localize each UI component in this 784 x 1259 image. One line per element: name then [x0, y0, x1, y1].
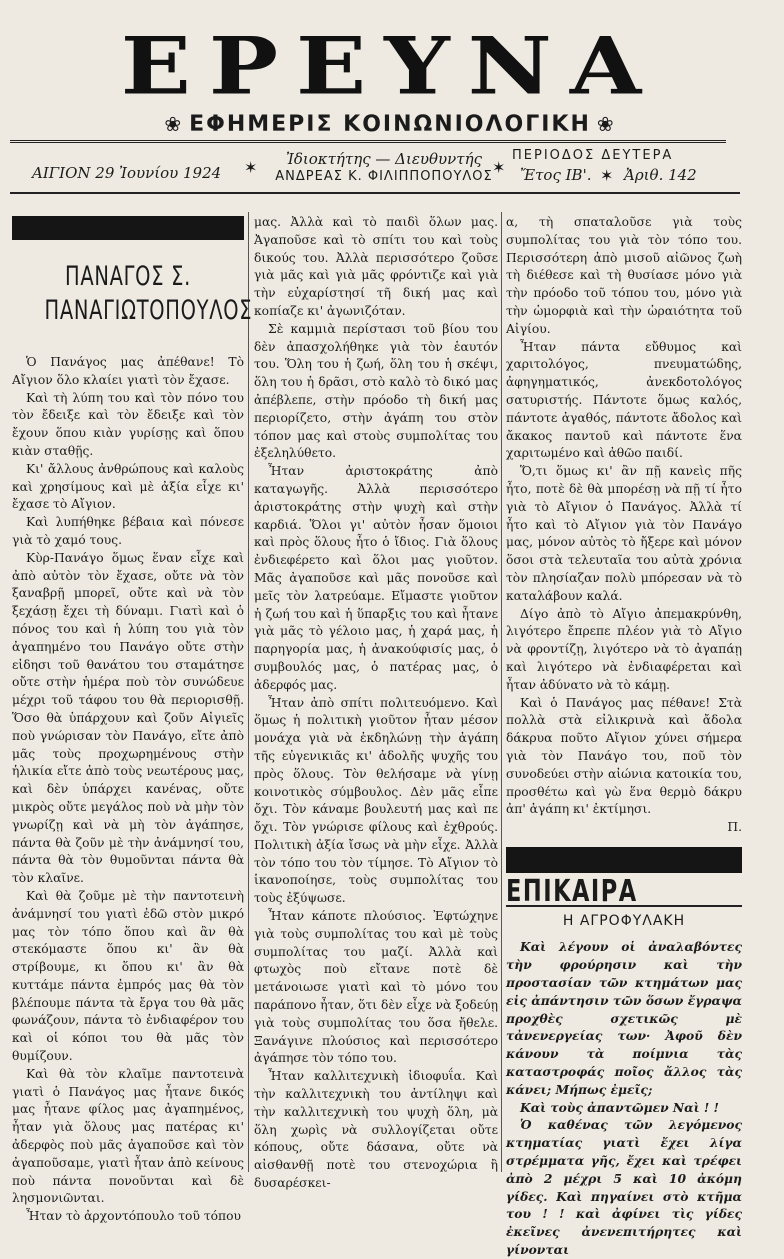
paragraph: Καὶ τὴ λύπη του καὶ τὸν πόνο του τὸν ἔδειξε καὶ τὸν ἔδειξε καὶ τὸν ἔχουν ὅπου κιὰν γυρίσῃς καὶ ὅπου κιὰν σταθῇς. — [12, 390, 244, 458]
issue-date: ΑΙΓΙΟΝ 29 Ἰουνίου 1924 — [32, 164, 222, 182]
paragraph: Ἦταν κάποτε πλούσιος. Ἐφτώχηνε γιὰ τοὺς συμπολίτας του καὶ μὲ τοὺς συμπολίτας του μαζί. Ἀλλὰ καὶ φτωχὸς ποὺ εἴτανε ποτὲ δὲ μετάνοιωσε γιατὶ καὶ τὸ μόνο του παράπονο ἦταν, ὅτι δὲν εἶχε νὰ ξοδεύῃ γιὰ τοὺς συμπολίτας του ὅσα ἤθελε. Ξανάγινε πλούσιος καὶ περισσότερο ἀγάπησε τὸν τόπο του. — [254, 909, 498, 1066]
paragraph: Σὲ καμμιὰ περίστασι τοῦ βίου του δὲν ἀπασχολήθηκε γιὰ τὸν ἑαυτόν του. Ὅλη του ἡ ζωή, ὅλη του ἡ σκέψι, ὅλη του ἡ δρᾶσι, στὸ καλὸ τὸ δικό μας ἀπέβλεπε, στὴν πρόοδο τὴ δική μας περιορίζετο, στὴν ἀγάπη του στὸν τόπον μας καὶ στοὺς συμπολίτας του ἐξεληλύθετο. — [254, 321, 498, 461]
header-rule — [10, 192, 740, 194]
issue-number: Ἀριθ. 142 — [624, 166, 697, 184]
paragraph: Ἦταν πάντα εὔθυμος καὶ χαριτολόγος, πνευματώδης, ἀφηγηματικός, ἀνεκδοτολόγος σατυριστής. Πάντοτε ὅμως καλός, πάντοτε ἀγαθός, πάντοτε ἄδολος καὶ ἄκακος παντοῦ καὶ πάντοτε ἕνα χαριτωμένο καὶ ἀθῶο παιδί. — [506, 339, 742, 461]
paragraph: μας. Ἀλλὰ καὶ τὸ παιδὶ ὅλων μας. Ἀγαποῦσε καὶ τὸ σπίτι του καὶ τοὺς δικούς του. Ἀλλὰ περισσότερο ζοῦσε γιὰ μᾶς καὶ γιὰ μᾶς φρόντιζε καὶ γιὰ τὴν εὐχαρίστησί τῆ δική μας καὶ κοπίαζε κι' ἀγωνιζόταν. — [254, 215, 498, 318]
paragraph: Καὶ ὁ Πανάγος μας πέθανε! Στὰ πολλὰ στὰ εἰλικρινὰ καὶ ἄδολα δάκρυα ποῦτο Αἴγιον χύνει σήμερα γιὰ τὸν Πανάγο του, ποῦ τὸν συνοδεύει στὴν αἰώνια κατοικία του, προσθέτω καὶ γὼ ἕνα θερμὸ δάκρυ ἀπ' ἀγάπη κι' ἐκτίμησι. — [506, 695, 742, 817]
masthead-rule — [10, 140, 726, 143]
paragraph: Ἦταν καλλιτεχνικὴ ἰδιοφυΐα. Καὶ τὴν καλλιτεχνικὴ του ἀντίληψι καὶ τὴν καλλιτεχνικὴ του ψυχὴ ὅλη, μὰ ὅλη χωρὶς νὰ συλλογίζεται οὔτε κόπους, οὔτε δάσανα, οὔτε νὰ αἰσθανθῇ ποτὲ του στενοχώρια ἢ δυσαρέσκει- — [254, 1069, 498, 1191]
star-icon: ✶ — [600, 166, 614, 185]
newspaper-subtitle — [40, 112, 740, 137]
year-label: Ἔτος ΙΒ'. — [520, 166, 592, 184]
paragraph: Κὺρ-Πανάγο ὅμως ἕναν εἶχε καὶ ἀπὸ αὐτὸν τὸν ἔχασε, οὔτε νὰ τὸν ξαναβρῇ μπορεῖ, οὔτε καὶ νὰ τὸν ξεχάσῃ ἔχει τὴ δύναμι. Γιατὶ καὶ ὁ πόνος του καὶ ἡ λύπη του γιὰ τὸν ἀγαπημένο του Πανάγο οὔτε στὴν εἰδησι τοῦ θανάτου του σταμάτησε οὔτε στὴν ἡμέρα ποὺ τὸν συνώδευε μέχρι τοῦ τάφου του θὰ περιορισθῇ. Ὅσο θὰ ὑπάρχουν καὶ ζοῦν Αἰγιεῖς ποὺ γνώρισαν τὸν Πανάγο, εἴτε ἀπὸ μᾶς τοὺς προχωρημένους στὴν ἡλικία εἴτε ἀπὸ τοὺς νεωτέρους μας, καὶ δὲν ὑπάρχει κανένας, οὔτε μικρὸς οὔτε μεγάλος ποὺ νὰ μὴν τὸν γνωρίζῃ καὶ νὰ μὴ τὸν ἀγάπησε, πάντα θὰ ζοῦν μὲ τὴν ἀνάμνησί του, πάντα θὰ τὸν θυμοῦνται πάντα θὰ τὸν κλαῖνε. — [12, 550, 244, 886]
star-icon: ✶ — [492, 158, 506, 177]
owner-label: Ἰδιοκτήτης — Διευθυντής — [286, 150, 482, 168]
info-bar — [12, 146, 732, 188]
article-title — [44, 260, 253, 328]
section-title: ΕΠΙΚΑΙΡΑ — [506, 873, 638, 909]
subsection-title: Η ΑΓΡΟΦΥΛΑΚΗ — [562, 912, 686, 929]
owner-name: ΑΝΔΡΕΑΣ Κ. ΦΙΛΙΠΠΟΠΟΥΛΟΣ — [275, 169, 493, 184]
ornament-right-icon: ❀ — [596, 112, 616, 136]
column-divider — [501, 212, 502, 1172]
paragraph: Καὶ τοὺς ἀπαντῶμεν Ναὶ ! ! — [520, 1099, 719, 1115]
column-2 — [254, 214, 498, 1193]
paragraph: Ἦταν ἀπὸ σπίτι πολιτευόμενο. Καὶ ὅμως ἡ πολιτικὴ γιοῦτον ἦταν μέσον μονάχα γιὰ νὰ ἐκδηλώνῃ τὴν ἀγάπη τῆς εὐγενικιᾶς κι' ἀδολῆς ψυχῆς του πρὸς ὅλους. Τὸν θελήσαμε νὰ γίνῃ κοινοτικὸς σύμβουλος. Δὲν μᾶς εἶπε ὄχι. Τὸν κάναμε βουλευτή μας καὶ πε ὄχι. Τὸν γνώρισε φίλους καὶ ἐχθρούς. Πολιτικὴ ἀξία ἴσως νὰ μὴν εἶχε. Ἀλλὰ τὸν τόπο του τὸν τίμησε. Τὸ Αἴγιον τὸ ἱκανοποίησε, τοὺς συμπολίτας του τοὺς ἐξύψωσε. — [254, 695, 498, 906]
paragraph: Ὁ Πανάγος μας ἀπέθανε! Τὸ Αἴγιον ὅλο κλαίει γιατὶ τὸν ἔχασε. — [12, 355, 244, 387]
signature: Π. — [727, 820, 742, 835]
column-divider — [248, 212, 249, 1172]
newspaper-title: ΕΡΕΥΝΑ — [120, 20, 660, 113]
paragraph: Ἦταν ἀριστοκράτης ἀπὸ καταγωγῆς. Ἀλλὰ περισσότερο ἀριστοκράτης στὴν ψυχὴ καὶ στὴν καρδιά. Ὅλοι γι' αὐτὸν ἦσαν ὅμοιοι καὶ πρὸς ὅλους ἦτο ὁ ἴδιος. Γιὰ ὅλους ἐνδιεφέρετο καὶ ὅλοι μας γιοῦτον. Μᾶς ἀγαποῦσε καὶ μᾶς πονοῦσε καὶ μεῖς τὸν λατρεύαμε. Εἴμαστε γιοῦτον ἡ ζωή του καὶ ἡ ὕπαρξις του καὶ ἦτανε γιὰ μᾶς τὸ γέλοιο μας, ἡ χαρά μας, ἡ παρηγορία μας, ἡ ἀνακούφισίς μας, ὁ συμβουλός μας, ὁ πατέρας μας, ὁ ἀδερφός μας. — [254, 464, 498, 692]
paragraph: Κι' ἄλλους ἀνθρώπους καὶ καλοὺς καὶ χρησίμους καὶ μὲ ἀξία εἶχε κι' ἔχασε τὸ Αἴγιον. — [12, 461, 244, 512]
paragraph: Καὶ θὰ ζοῦμε μὲ τὴν παντοτεινὴ ἀνάμνησί του γιατὶ ἐδῶ στὸν μικρό μας τὸν τόπο ὅπου καὶ ἂν θὰ στεκόμαστε ὅπου κι' ἂν θὰ στρίβουμε, κι ὅπου κι' ἂν θὰ κυττάμε πάντα ἐμπρός μας θὰ τὸν βλέπουμε πάντα τὰ ἔργα του θὰ μᾶς φωνάζουν, πάντα τὸ ἐνδιαφέρον του καὶ οἱ κόποι του θὰ μᾶς τὸν θυμίζουν. — [12, 888, 244, 1064]
paragraph: Καὶ θὰ τὸν κλαῖμε παντοτεινὰ γιατὶ ὁ Πανάγος μας ἦτανε δικός μας ἦτανε φίλος μας ἀγαπημένος, ἦταν γιὰ ὅλους μας πατέρας κι' ἀδερφὸς ποὺ μᾶς ἀγαποῦσε καὶ τὸν ἀγαποῦσαμε, γιατὶ ἦταν ἀπὸ κείνους ποὺ πάντα πονοῦνται καὶ δὲ λησμονιῶνται. — [12, 1066, 244, 1206]
paragraph: Καὶ λυπήθηκε βέβαια καὶ πόνεσε γιὰ τὸ χαμό τους. — [12, 515, 244, 547]
paragraph: Δίγο ἀπὸ τὸ Αἴγιο ἀπεμακρύνθη, λιγότερο ἔπρεπε πλέον γιὰ τὸ Αἴγιο νὰ φροντίζῃ, λιγότερο νὰ τὸ ἀγαπάῃ καὶ λιγότερο νὰ ἐνδιαφέρεται καὶ ἦταν ἀδύνατο νὰ τὸ κάμῃ. — [506, 606, 742, 692]
ornament-left-icon: ❀ — [164, 112, 184, 136]
period-label: ΠΕΡΙΟΔΟΣ ΔΕΥΤΕΡΑ — [512, 148, 674, 163]
black-bar — [12, 216, 244, 240]
black-bar — [506, 847, 742, 873]
article-title-line: ΠΑΝΑΓΙΩΤΟΠΟΥΛΟΣ — [44, 295, 253, 326]
paragraph: Ἦταν τὸ ἀρχοντόπουλο τοῦ τόπου — [26, 1209, 241, 1224]
paragraph: Καὶ λέγουν οἱ ἀναλαβόντες τὴν φρούρησιν καὶ τὴν προστασίαν τῶν κτημάτων μας εἰς ἀπάντησιν τῶν ὅσων ἔγραψα προχθὲς σχετικῶς μὲ τἀνενεργείας των· Ἀφοῦ δὲν κάνουν τὰ ποίμνια τὰς καταστροφάς ποῖος ἄλλος τὰς κάνει; Μήπως ἐμεῖς; — [506, 939, 742, 1097]
paragraph: Ὅ,τι ὅμως κι' ἂν πῇ κανεὶς πῆς ἦτο, ποτὲ δὲ θὰ μπορέσῃ νὰ πῇ τί ἦτο γιὰ τὸ Αἴγιον ὁ Πανάγος. Ἀλλὰ τί ἦτο καὶ τὸ Αἴγιον γιὰ τὸν Πανάγο μας, μόνον αὐτὸς τὸ ἤξερε καὶ μόνον ὅσοι στὰ τελευταῖα του αὐτὰ χρόνια τὸν πλησίαζαν πολὺ μπόρεσαν νὰ τὸ καταλάβουν καλά. — [506, 464, 742, 603]
column-1 — [12, 214, 253, 1226]
paragraph: α, τὴ σπαταλοῦσε γιὰ τοὺς συμπολίτας του γιὰ τὸν τόπο του. Περισσότερη ἀπὸ μισοῦ αἰῶνος ζωὴ τὴ διέθεσε καὶ τὴ θυσίασε μόνο γιὰ τὴν πρόοδο τοῦ τόπου του, μόνο γιὰ τὴν ὡμορφιὰ καὶ τὴν ὡραιότητα τοῦ Αἰγίου. — [506, 215, 742, 336]
star-icon: ✶ — [244, 158, 258, 177]
owner-block — [274, 150, 494, 186]
subtitle-text: ΕΦΗΜΕΡΙΣ ΚΟΙΝΩΝΙΟΛΟΓΙΚΗ — [189, 112, 591, 137]
column-3 — [506, 214, 742, 1259]
article-title-line: ΠΑΝΑΓΟΣ Σ. — [64, 261, 192, 292]
masthead — [40, 20, 740, 137]
paragraph: Ὁ καθένας τῶν λεγόμενος κτηματίας γιατὶ ἔχει λίγα στρέμματα γῆς, ἔχει καὶ τρέφει ἀπὸ 2 μέχρι 5 καὶ 10 ἀκόμη γίδες. Καὶ πηγαίνει στὸ κτῆμα του ! ! καὶ ἀφίνει τὶς γίδες ἐκεῖνες ἀνενεπιτήρητες καὶ γίνονται — [506, 1117, 742, 1258]
